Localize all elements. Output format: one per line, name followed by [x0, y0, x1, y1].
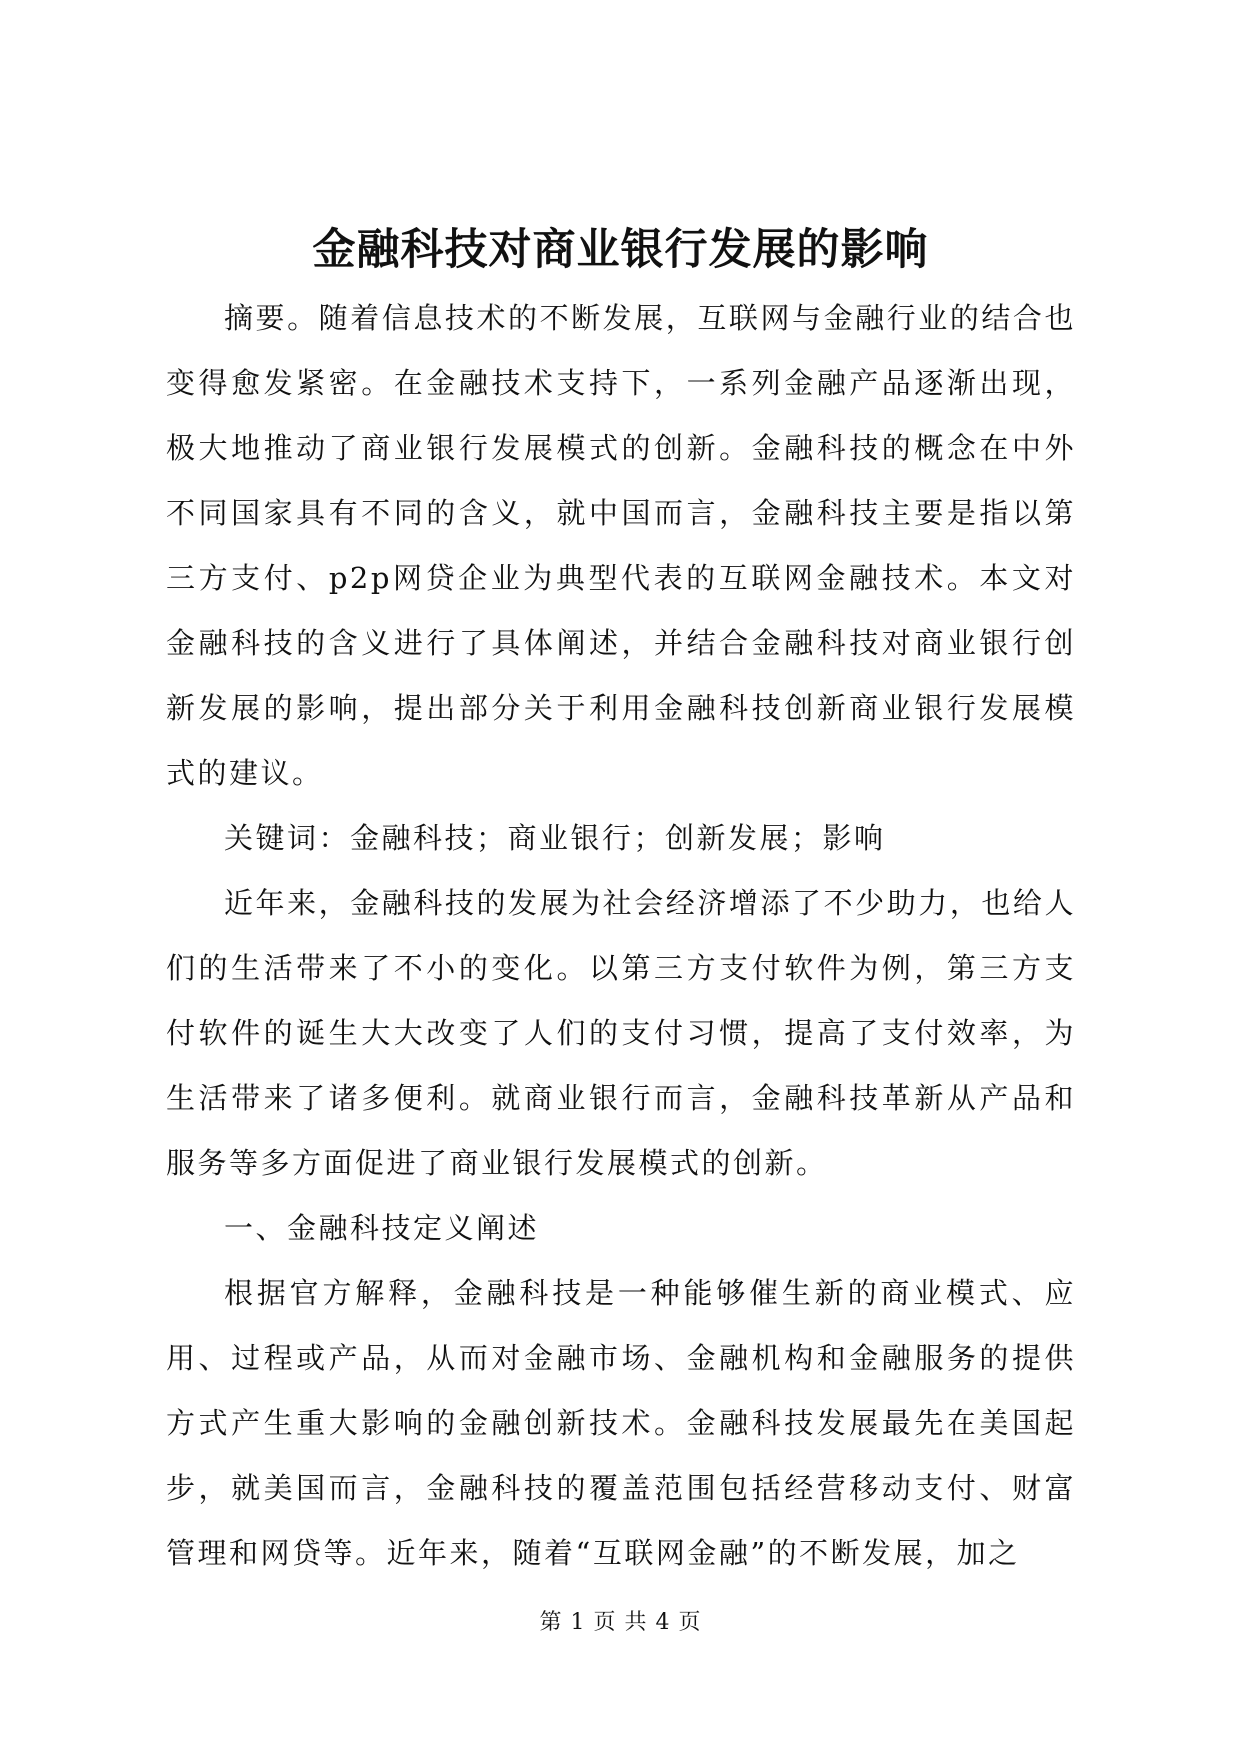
keywords-paragraph: 关键词：金融科技；商业银行；创新发展；影响 — [224, 821, 886, 855]
body-paragraph: 根据官方解释，金融科技是一种能够催生新的商业模式、应用、过程或产品，从而对金融市场、金融机构和金融服务的提供方式产生重大影响的金融创新技术。金融科技发展最先在美国起步，就美国而言，金融科技的覆盖范围包括经营移动支付、财富管理和网贷等。近年来，随着“互联网金融”的不断发展，加之 — [166, 1276, 1076, 1570]
document-body — [166, 286, 1076, 1586]
document-title: 金融科技对商业银行发展的影响 — [312, 225, 929, 275]
page-footer: 第 1 页 共 4 页 — [539, 1610, 702, 1635]
section-heading: 一、金融科技定义阐述 — [224, 1211, 540, 1245]
abstract-paragraph: 摘要。随着信息技术的不断发展，互联网与金融行业的结合也变得愈发紧密。在金融技术支持下，一系列金融产品逐渐出现，极大地推动了商业银行发展模式的创新。金融科技的概念在中外不同国家具有不同的含义，就中国而言，金融科技主要是指以第三方支付、p2p网贷企业为典型代表的互联网金融技术。本文对金融科技的含义进行了具体阐述，并结合金融科技对商业银行创新发展的影响，提出部分关于利用金融科技创新商业银行发展模式的建议。 — [166, 301, 1076, 790]
intro-paragraph: 近年来，金融科技的发展为社会经济增添了不少助力，也给人们的生活带来了不小的变化。以第三方支付软件为例，第三方支付软件的诞生大大改变了人们的支付习惯，提高了支付效率，为生活带来了诸多便利。就商业银行而言，金融科技革新从产品和服务等多方面促进了商业银行发展模式的创新。 — [166, 886, 1076, 1180]
